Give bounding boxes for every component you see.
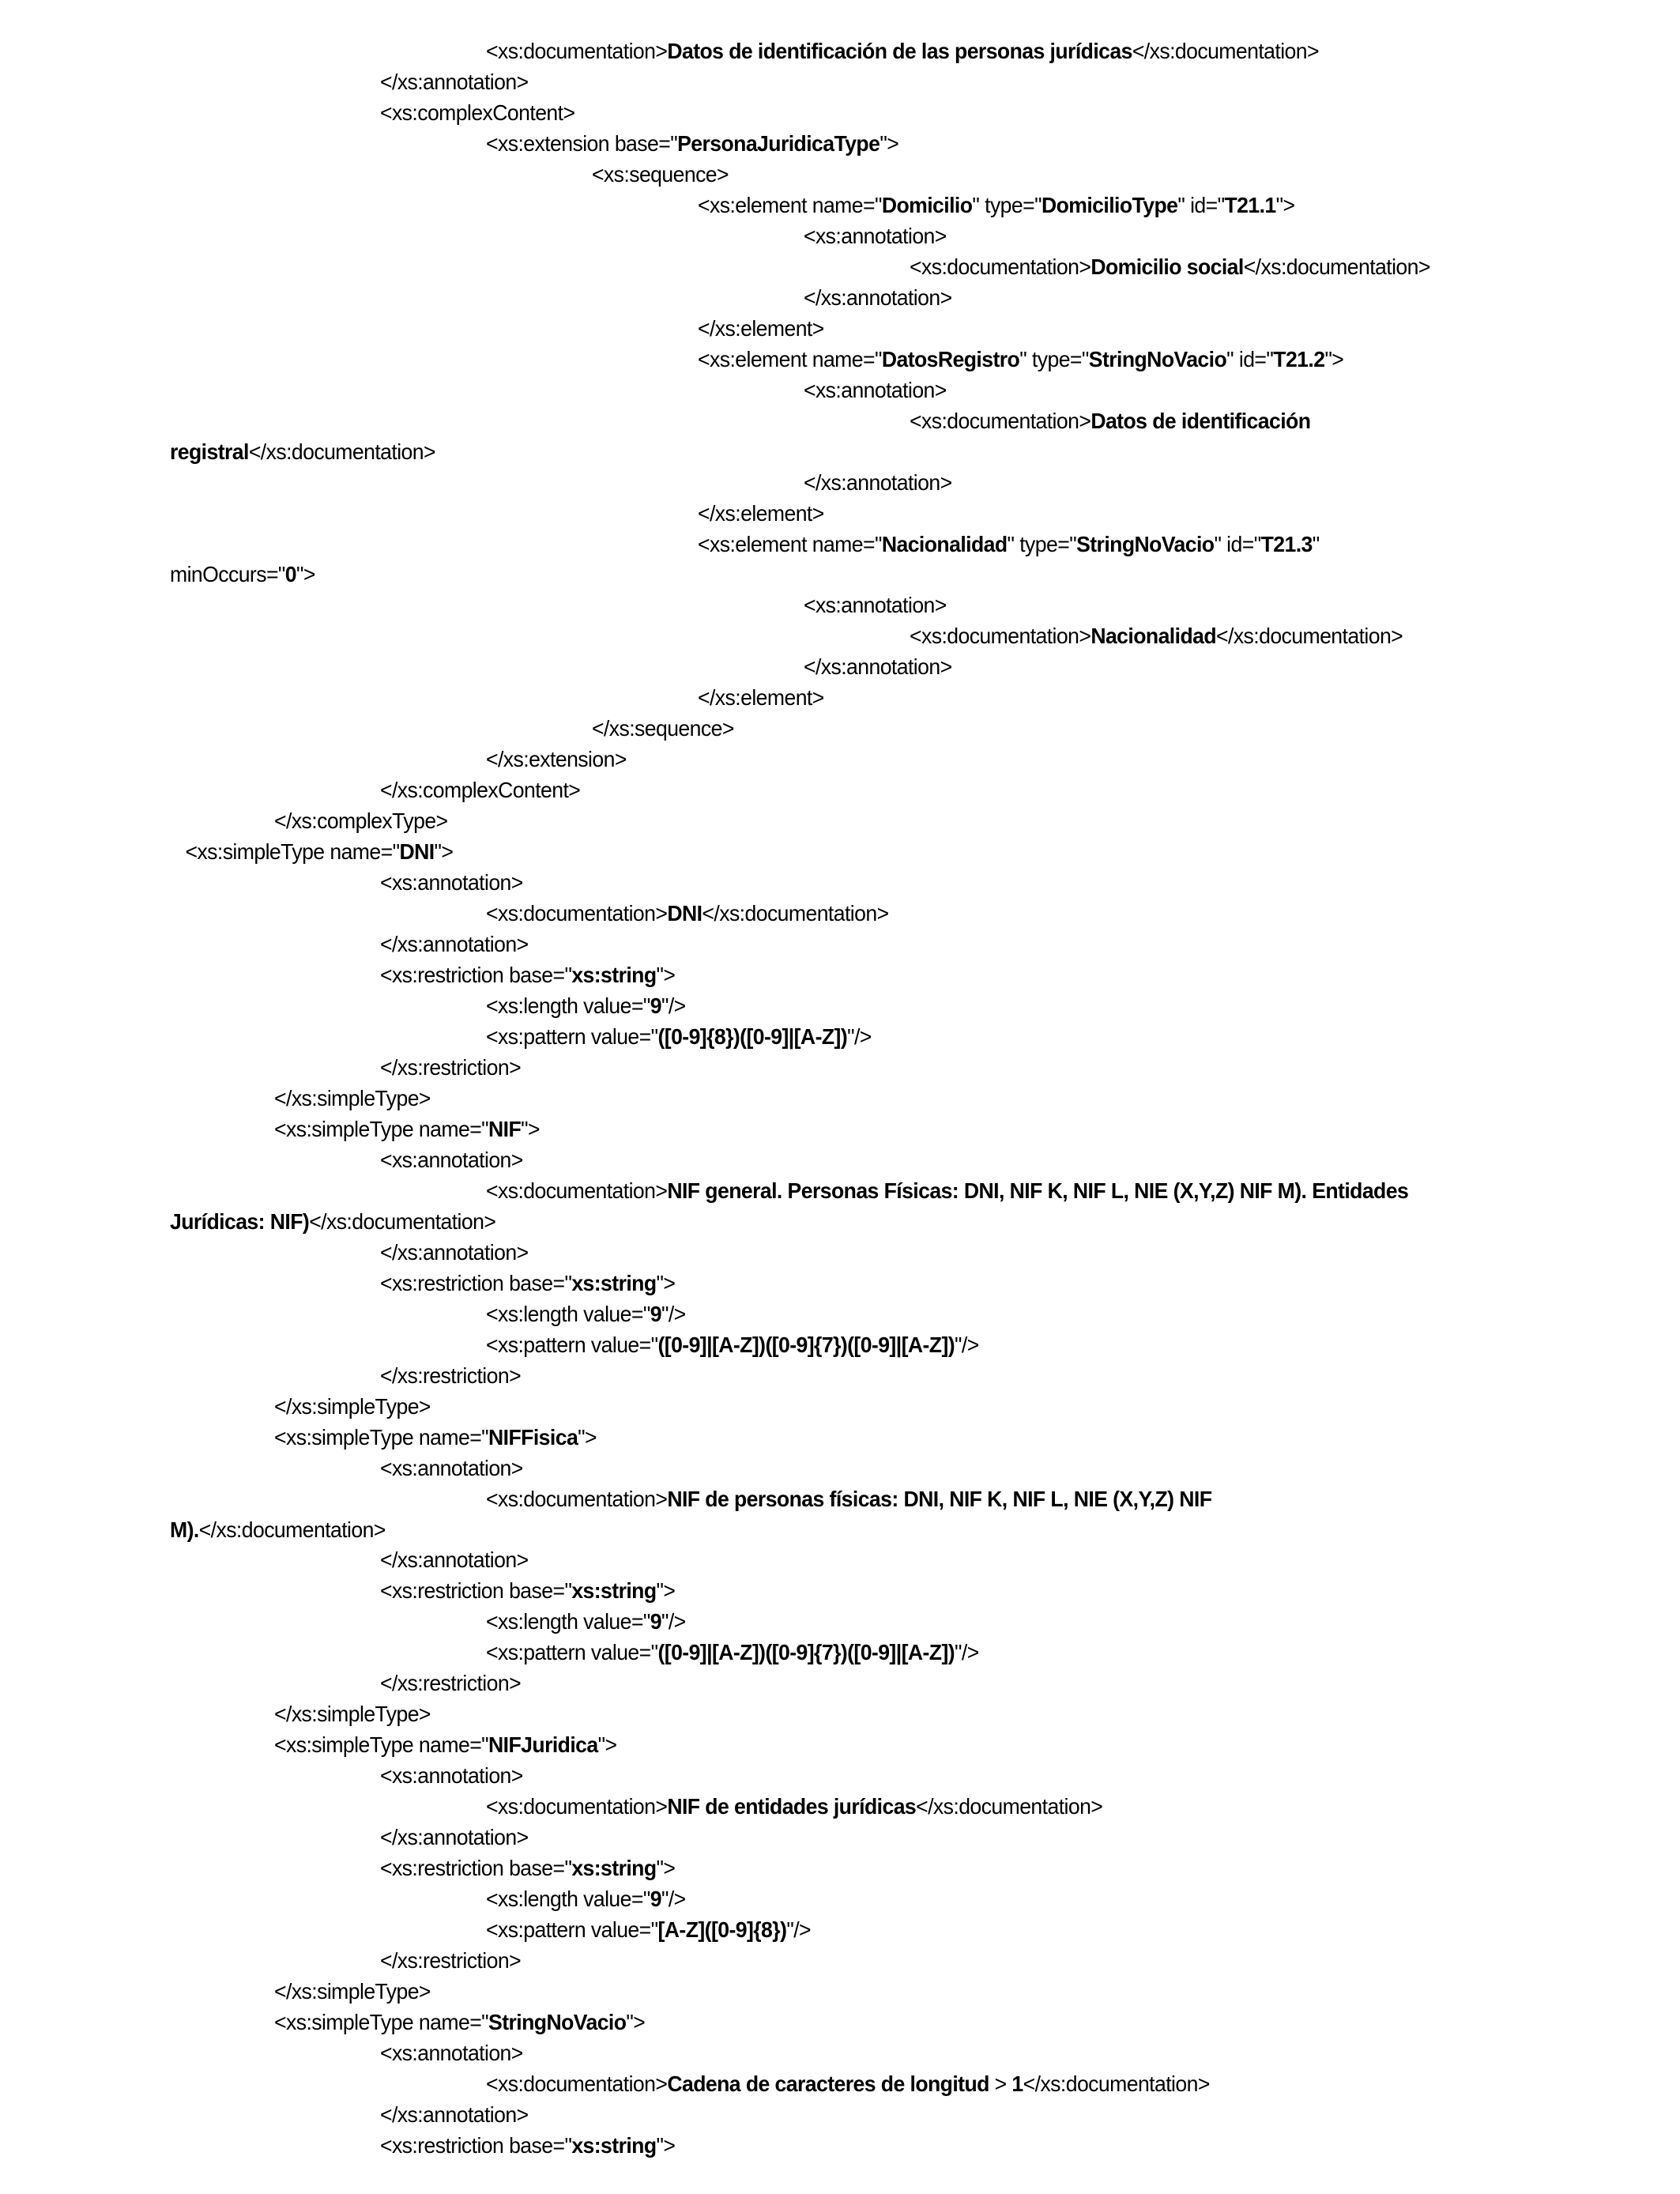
- code-value: xs:string: [571, 2132, 657, 2158]
- code-line: [0, 1607, 1596, 1638]
- code-markup: ">: [434, 839, 454, 865]
- code-line: [0, 1792, 1596, 1823]
- code-line: [0, 899, 1596, 929]
- code-markup: <xs:annotation>: [803, 377, 947, 402]
- code-line: [0, 1453, 1596, 1484]
- code-markup: <xs:pattern value=": [486, 1640, 658, 1665]
- code-markup: ">: [296, 562, 315, 587]
- code-markup: </xs:annotation>: [379, 69, 529, 94]
- code-value: 9: [650, 1609, 661, 1634]
- code-value: DNI: [399, 839, 435, 865]
- code-markup: </xs:documentation>: [702, 901, 889, 926]
- code-line: [0, 375, 1596, 406]
- code-markup: <xs:simpleType name=": [185, 839, 400, 865]
- code-markup: " id=": [1214, 531, 1261, 556]
- code-value: 1: [1011, 2071, 1023, 2096]
- code-markup: "/>: [847, 1024, 872, 1049]
- code-value: DNI: [667, 901, 703, 926]
- code-line: [0, 1053, 1596, 1084]
- code-markup: </xs:annotation>: [379, 1239, 529, 1265]
- code-markup: "/>: [661, 1609, 686, 1634]
- code-value: ([0-9]|[A-Z])([0-9]{7})([0-9]|[A-Z]): [657, 1640, 955, 1665]
- code-markup: </xs:annotation>: [803, 469, 952, 495]
- code-markup: <xs:pattern value=": [486, 1024, 658, 1049]
- code-markup: </xs:extension>: [486, 747, 627, 772]
- code-line: [0, 1114, 1596, 1145]
- code-line: [0, 437, 1596, 468]
- code-line: [0, 683, 1596, 714]
- code-markup: ">: [656, 1578, 676, 1604]
- code-line: [0, 67, 1596, 98]
- code-line: [0, 1238, 1596, 1269]
- code-line: [0, 1977, 1596, 2007]
- code-markup: ">: [1324, 346, 1344, 371]
- code-line: [0, 775, 1596, 806]
- code-markup: " type=": [1007, 531, 1077, 556]
- code-markup: </xs:simpleType>: [274, 1702, 431, 1727]
- code-value: Cadena de caracteres de longitud: [667, 2071, 989, 2096]
- code-value: NIFFisica: [488, 1424, 578, 1449]
- code-markup: </xs:restriction>: [379, 1948, 522, 1973]
- code-markup: <xs:documentation>: [486, 1486, 668, 1511]
- code-markup: ">: [626, 2010, 646, 2034]
- code-value: Nacionalidad: [1090, 624, 1217, 649]
- code-line: [0, 1638, 1596, 1668]
- code-markup: ">: [656, 2132, 676, 2158]
- code-markup: </xs:simpleType>: [274, 1085, 431, 1110]
- code-markup: </xs:annotation>: [803, 285, 952, 310]
- code-markup: <xs:restriction base=": [379, 1856, 572, 1881]
- code-markup: <xs:element name=": [698, 192, 882, 217]
- code-markup: <xs:length value=": [486, 1887, 650, 1912]
- code-markup: </xs:complexType>: [274, 809, 448, 834]
- code-markup: </xs:documentation>: [198, 1517, 386, 1542]
- code-line: [0, 283, 1596, 314]
- code-value: xs:string: [571, 1270, 657, 1295]
- code-value: Datos de identificación de las personas jurídicas: [667, 39, 1132, 63]
- code-line: [0, 160, 1596, 190]
- code-value: M).: [169, 1517, 199, 1542]
- code-value: PersonaJuridicaType: [677, 130, 880, 156]
- code-markup: </xs:annotation>: [379, 932, 529, 957]
- code-markup: </xs:documentation>: [1023, 2071, 1210, 2096]
- code-line: [0, 406, 1596, 437]
- code-line: [0, 98, 1596, 129]
- code-line: [0, 652, 1596, 683]
- code-value: NIF: [488, 1116, 522, 1141]
- code-line: [0, 868, 1596, 899]
- code-markup: <xs:simpleType name=": [274, 2010, 489, 2034]
- code-value: NIF general. Personas Físicas: DNI, NIF K, NIF L, NIE (X,Y,Z) NIF M). Entidades: [667, 1178, 1409, 1203]
- code-line: [0, 560, 1596, 590]
- code-line: [0, 1545, 1596, 1576]
- code-markup: <xs:length value=": [486, 993, 650, 1019]
- code-markup: </xs:annotation>: [803, 654, 952, 680]
- code-markup: <xs:documentation>: [486, 39, 668, 63]
- code-value: registral: [169, 439, 249, 464]
- code-value: StringNoVacio: [488, 2010, 627, 2034]
- code-markup: </xs:element>: [698, 315, 824, 341]
- code-markup: "/>: [955, 1640, 979, 1665]
- code-value: xs:string: [571, 1578, 657, 1604]
- code-value: NIFJuridica: [488, 1732, 598, 1758]
- code-markup: <xs:documentation>: [486, 1178, 668, 1203]
- code-value: T21.2: [1273, 346, 1325, 371]
- code-markup: ": [1312, 531, 1320, 556]
- code-line: [0, 468, 1596, 499]
- code-markup: <xs:annotation>: [379, 1763, 523, 1789]
- code-markup: >: [989, 2071, 1012, 2096]
- code-value: StringNoVacio: [1076, 531, 1215, 556]
- code-value: DatosRegistro: [881, 346, 1020, 371]
- code-markup: <xs:length value=": [486, 1301, 650, 1326]
- code-markup: </xs:restriction>: [379, 1671, 522, 1696]
- code-value: [A-Z]([0-9]{8}): [657, 1917, 787, 1943]
- code-markup: </xs:annotation>: [379, 1547, 529, 1573]
- code-markup: </xs:documentation>: [309, 1208, 496, 1234]
- code-markup: ">: [521, 1116, 541, 1141]
- code-markup: </xs:element>: [698, 685, 824, 711]
- code-line: [0, 252, 1596, 283]
- code-line: [0, 1823, 1596, 1853]
- code-value: Domicilio social: [1090, 254, 1244, 279]
- code-line: [0, 1269, 1596, 1299]
- code-line: [0, 1699, 1596, 1730]
- code-markup: </xs:complexContent>: [379, 778, 581, 803]
- code-markup: <xs:annotation>: [379, 870, 523, 895]
- code-line: [0, 1730, 1596, 1761]
- code-line: [0, 806, 1596, 837]
- code-line: [0, 2038, 1596, 2069]
- code-line: [0, 1915, 1596, 1946]
- code-line: [0, 1576, 1596, 1607]
- code-value: 0: [284, 562, 297, 587]
- code-markup: ">: [578, 1424, 597, 1449]
- code-value: Jurídicas: NIF): [169, 1208, 310, 1234]
- code-line: [0, 36, 1596, 67]
- code-markup: minOccurs=": [169, 562, 285, 587]
- code-markup: <xs:restriction base=": [379, 1270, 572, 1295]
- code-markup: </xs:documentation>: [916, 1794, 1103, 1819]
- code-line: [0, 2069, 1596, 2100]
- code-markup: </xs:annotation>: [379, 2102, 529, 2127]
- code-line: [0, 1084, 1596, 1114]
- code-markup: <xs:length value=": [486, 1609, 650, 1634]
- xsd-code-listing: [0, 36, 1596, 2162]
- code-markup: <xs:documentation>: [910, 254, 1091, 279]
- code-line: [0, 1515, 1596, 1546]
- code-markup: <xs:documentation>: [486, 2071, 668, 2096]
- code-markup: ">: [880, 130, 899, 156]
- code-line: [0, 1330, 1596, 1361]
- code-value: 9: [650, 993, 661, 1019]
- code-line: [0, 530, 1596, 560]
- code-line: [0, 1668, 1596, 1699]
- code-value: 9: [650, 1887, 661, 1912]
- code-markup: "/>: [661, 1301, 686, 1326]
- code-markup: <xs:restriction base=": [379, 2132, 572, 2158]
- code-markup: " type=": [972, 192, 1042, 217]
- code-markup: </xs:restriction>: [379, 1054, 522, 1080]
- code-line: [0, 714, 1596, 745]
- code-markup: <xs:extension base=": [486, 130, 678, 156]
- code-line: [0, 2007, 1596, 2038]
- code-value: NIF de entidades jurídicas: [667, 1794, 917, 1819]
- code-value: Nacionalidad: [881, 531, 1008, 556]
- code-line: [0, 1176, 1596, 1207]
- code-line: [0, 1423, 1596, 1453]
- code-line: [0, 221, 1596, 252]
- code-markup: </xs:sequence>: [591, 716, 734, 741]
- code-markup: <xs:annotation>: [803, 223, 947, 248]
- code-markup: <xs:annotation>: [379, 1455, 523, 1480]
- code-line: [0, 621, 1596, 652]
- code-value: xs:string: [571, 1856, 657, 1881]
- code-markup: <xs:element name=": [698, 531, 882, 556]
- code-line: [0, 1761, 1596, 1792]
- code-markup: </xs:documentation>: [1243, 254, 1430, 279]
- code-line: [0, 190, 1596, 221]
- code-line: [0, 1022, 1596, 1053]
- code-value: Domicilio: [881, 192, 973, 217]
- code-markup: </xs:element>: [698, 500, 824, 526]
- code-markup: </xs:simpleType>: [274, 1979, 431, 2004]
- code-markup: <xs:complexContent>: [379, 100, 575, 125]
- code-value: DomicilioType: [1041, 192, 1178, 217]
- code-markup: <xs:documentation>: [486, 901, 668, 926]
- code-line: [0, 745, 1596, 775]
- code-line: [0, 1946, 1596, 1977]
- code-markup: </xs:annotation>: [379, 1825, 529, 1850]
- code-value: Datos de identificación: [1090, 408, 1311, 433]
- code-line: [0, 991, 1596, 1022]
- code-markup: <xs:documentation>: [910, 624, 1091, 649]
- code-markup: ">: [597, 1732, 617, 1758]
- code-markup: </xs:documentation>: [1132, 39, 1319, 63]
- code-markup: ">: [656, 1856, 676, 1881]
- code-line: [0, 1207, 1596, 1238]
- code-markup: ">: [656, 1270, 676, 1295]
- code-markup: "/>: [786, 1917, 812, 1943]
- code-line: [0, 2131, 1596, 2162]
- code-value: xs:string: [571, 963, 657, 988]
- code-markup: " id=": [1226, 346, 1274, 371]
- code-value: ([0-9]|[A-Z])([0-9]{7})([0-9]|[A-Z]): [657, 1332, 955, 1357]
- code-markup: </xs:simpleType>: [274, 1393, 431, 1419]
- code-markup: <xs:pattern value=": [486, 1332, 658, 1357]
- code-value: StringNoVacio: [1088, 346, 1227, 371]
- code-value: ([0-9]{8})([0-9]|[A-Z]): [657, 1024, 848, 1049]
- code-markup: <xs:annotation>: [379, 1147, 523, 1172]
- code-markup: <xs:simpleType name=": [274, 1732, 489, 1758]
- code-line: [0, 1145, 1596, 1176]
- code-markup: " id=": [1177, 192, 1225, 217]
- code-value: 9: [650, 1301, 661, 1326]
- code-line: [0, 1884, 1596, 1915]
- code-markup: <xs:annotation>: [379, 2040, 523, 2065]
- code-markup: </xs:documentation>: [248, 439, 435, 464]
- code-markup: <xs:annotation>: [803, 593, 947, 618]
- code-line: [0, 837, 1596, 868]
- code-line: [0, 499, 1596, 530]
- code-line: [0, 1484, 1596, 1515]
- code-line: [0, 129, 1596, 160]
- code-markup: <xs:restriction base=": [379, 963, 572, 988]
- code-line: [0, 1299, 1596, 1330]
- code-markup: <xs:documentation>: [486, 1794, 668, 1819]
- code-value: T21.3: [1260, 531, 1313, 556]
- code-line: [0, 314, 1596, 345]
- code-markup: <xs:documentation>: [910, 408, 1091, 433]
- code-markup: <xs:simpleType name=": [274, 1424, 489, 1449]
- code-markup: <xs:pattern value=": [486, 1917, 658, 1943]
- code-markup: ">: [656, 963, 676, 988]
- code-markup: </xs:documentation>: [1216, 624, 1403, 649]
- code-markup: " type=": [1019, 346, 1089, 371]
- code-line: [0, 590, 1596, 621]
- code-markup: ">: [1275, 192, 1295, 217]
- code-markup: <xs:element name=": [698, 346, 882, 371]
- code-line: [0, 929, 1596, 960]
- code-value: T21.1: [1224, 192, 1276, 217]
- code-line: [0, 2100, 1596, 2131]
- code-markup: <xs:sequence>: [591, 161, 729, 187]
- code-markup: <xs:restriction base=": [379, 1578, 572, 1604]
- code-markup: "/>: [661, 993, 686, 1019]
- code-line: [0, 1853, 1596, 1884]
- code-line: [0, 345, 1596, 375]
- code-markup: "/>: [955, 1332, 979, 1357]
- code-line: [0, 1392, 1596, 1423]
- code-line: [0, 1361, 1596, 1392]
- code-markup: <xs:simpleType name=": [274, 1116, 489, 1141]
- code-markup: </xs:restriction>: [379, 1363, 522, 1388]
- code-line: [0, 960, 1596, 991]
- code-markup: "/>: [661, 1887, 686, 1912]
- code-value: NIF de personas físicas: DNI, NIF K, NIF L, NIE (X,Y,Z) NIF: [667, 1486, 1212, 1511]
